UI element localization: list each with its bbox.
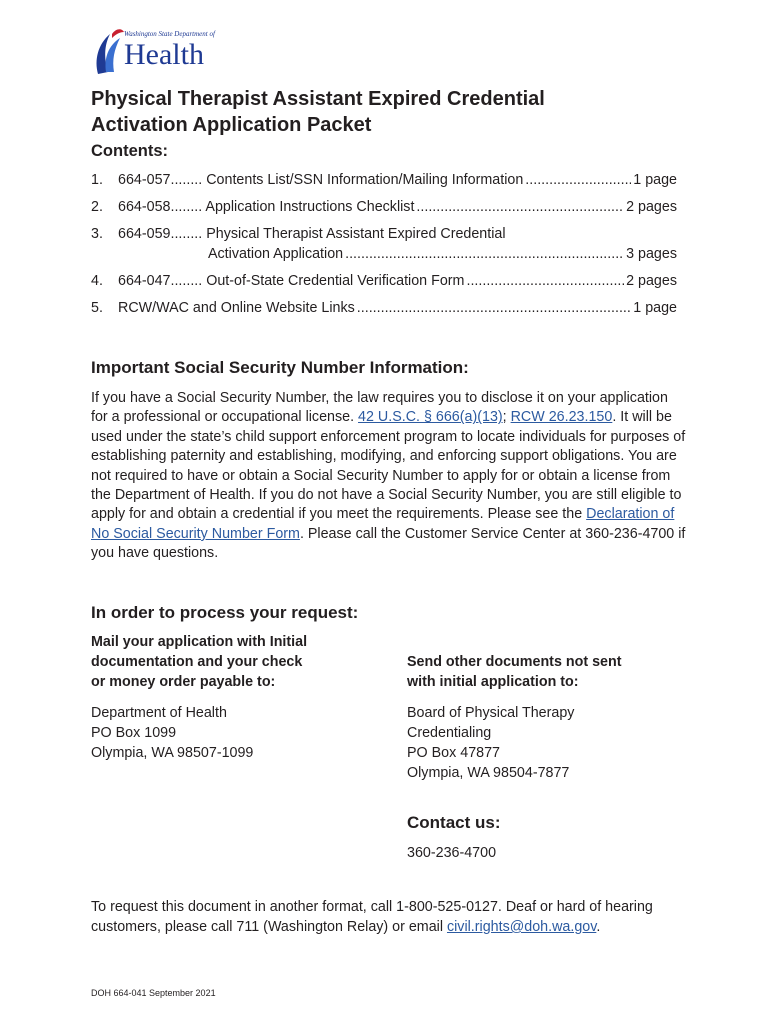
item-pages: 2 pages <box>626 199 677 215</box>
contents-heading: Contents: <box>91 142 168 160</box>
wa-doh-emblem-icon <box>92 26 126 78</box>
address-line: Credentialing <box>407 725 492 741</box>
item-pages: 3 pages <box>626 246 677 262</box>
ssn-paragraph <box>91 389 686 564</box>
accessibility-end: . <box>596 919 601 935</box>
list-item <box>91 170 677 197</box>
ssn-text-3: . Please call the Customer Service Center at 360-236-4700 if you have questions. <box>91 525 686 562</box>
item-number: 2. <box>91 199 103 215</box>
address-line: PO Box 47877 <box>407 745 500 761</box>
other-label-line: with initial application to: <box>407 674 579 690</box>
item-number: 4. <box>91 273 103 289</box>
rcw-link[interactable]: RCW 26.23.150 <box>510 409 613 426</box>
address-line: Board of Physical Therapy <box>407 705 575 721</box>
title-line-2: Activation Application Packet <box>91 114 372 136</box>
other-label-line: Send other documents not sent <box>407 654 622 670</box>
address-line: Olympia, WA 98507-1099 <box>91 745 254 761</box>
list-item <box>91 224 677 271</box>
address-line: Olympia, WA 98504-7877 <box>407 765 570 781</box>
logo-health-text: Health <box>124 38 204 71</box>
process-heading: In order to process your request: <box>91 603 359 622</box>
item-number: 5. <box>91 300 103 316</box>
other-documents-block <box>407 652 621 783</box>
contact-phone: 360-236-4700 <box>407 845 497 861</box>
list-item <box>91 271 677 298</box>
no-ssn-declaration-link[interactable]: Declaration of No Social Security Number Form <box>91 506 675 542</box>
item-pages: 2 pages <box>626 273 677 289</box>
ssn-separator: ; <box>502 409 511 426</box>
list-item <box>91 298 677 325</box>
item-number: 3. <box>91 226 103 242</box>
mail-label-line: Mail your application with Initial <box>91 634 308 650</box>
ssn-heading: Important Social Security Number Information: <box>91 358 469 377</box>
contents-list <box>91 170 677 325</box>
page-title <box>91 86 691 138</box>
accessibility-text: To request this document in another format, call 1-800-525-0127. Deaf or hard of hearing customers, please call 711 (Washington Relay) or email <box>91 899 653 935</box>
item-pages: 1 page <box>633 300 677 316</box>
list-item <box>91 197 677 224</box>
item-pages: 1 page <box>633 172 677 188</box>
item-text: 664-058........ Application Instructions Checklist <box>118 199 415 215</box>
item-number: 1. <box>91 172 103 188</box>
item-text: RCW/WAC and Online Website Links <box>118 300 355 316</box>
usc-link[interactable]: 42 U.S.C. § 666(a)(13) <box>358 409 503 426</box>
mail-label-line: documentation and your check <box>91 654 303 670</box>
ssn-text-1: If you have a Social Security Number, the law requires you to disclose it on your application for a professional or occupational license. <box>91 390 668 426</box>
accessibility-paragraph <box>91 897 686 937</box>
logo-small-text: Washington State Department of <box>124 30 215 38</box>
address-line: PO Box 1099 <box>91 725 177 741</box>
mail-label-line: or money order payable to: <box>91 674 276 690</box>
item-text: 664-057........ Contents List/SSN Information/Mailing Information <box>118 172 524 188</box>
item-text: 664-047........ Out-of-State Credential Verification Form <box>118 273 465 289</box>
contact-heading: Contact us: <box>407 813 501 832</box>
form-number-footer: DOH 664-041 September 2021 <box>91 988 216 998</box>
ssn-text-2: . It will be used under the state’s child support enforcement program to locate individuals for purposes of establishing paternity and establishing, modifying, and enforcing support obligations. You are not required to have or obtain a Social Security Number to apply for or obtain a license from the Department of Health. If you do not have a Social Security Number, you are still eligible to apply for and obtain a credential if you meet the requirements. Please see the <box>91 409 686 523</box>
civil-rights-email-link[interactable]: civil.rights@doh.wa.gov <box>446 919 597 935</box>
item-text-continued: Activation Application <box>208 246 344 262</box>
address-line: Department of Health <box>91 705 227 721</box>
mail-application-block <box>91 632 307 763</box>
doh-logo <box>92 26 222 78</box>
title-line-1: Physical Therapist Assistant Expired Credential <box>91 88 545 110</box>
item-text: 664-059........ Physical Therapist Assistant Expired Credential <box>118 226 506 242</box>
